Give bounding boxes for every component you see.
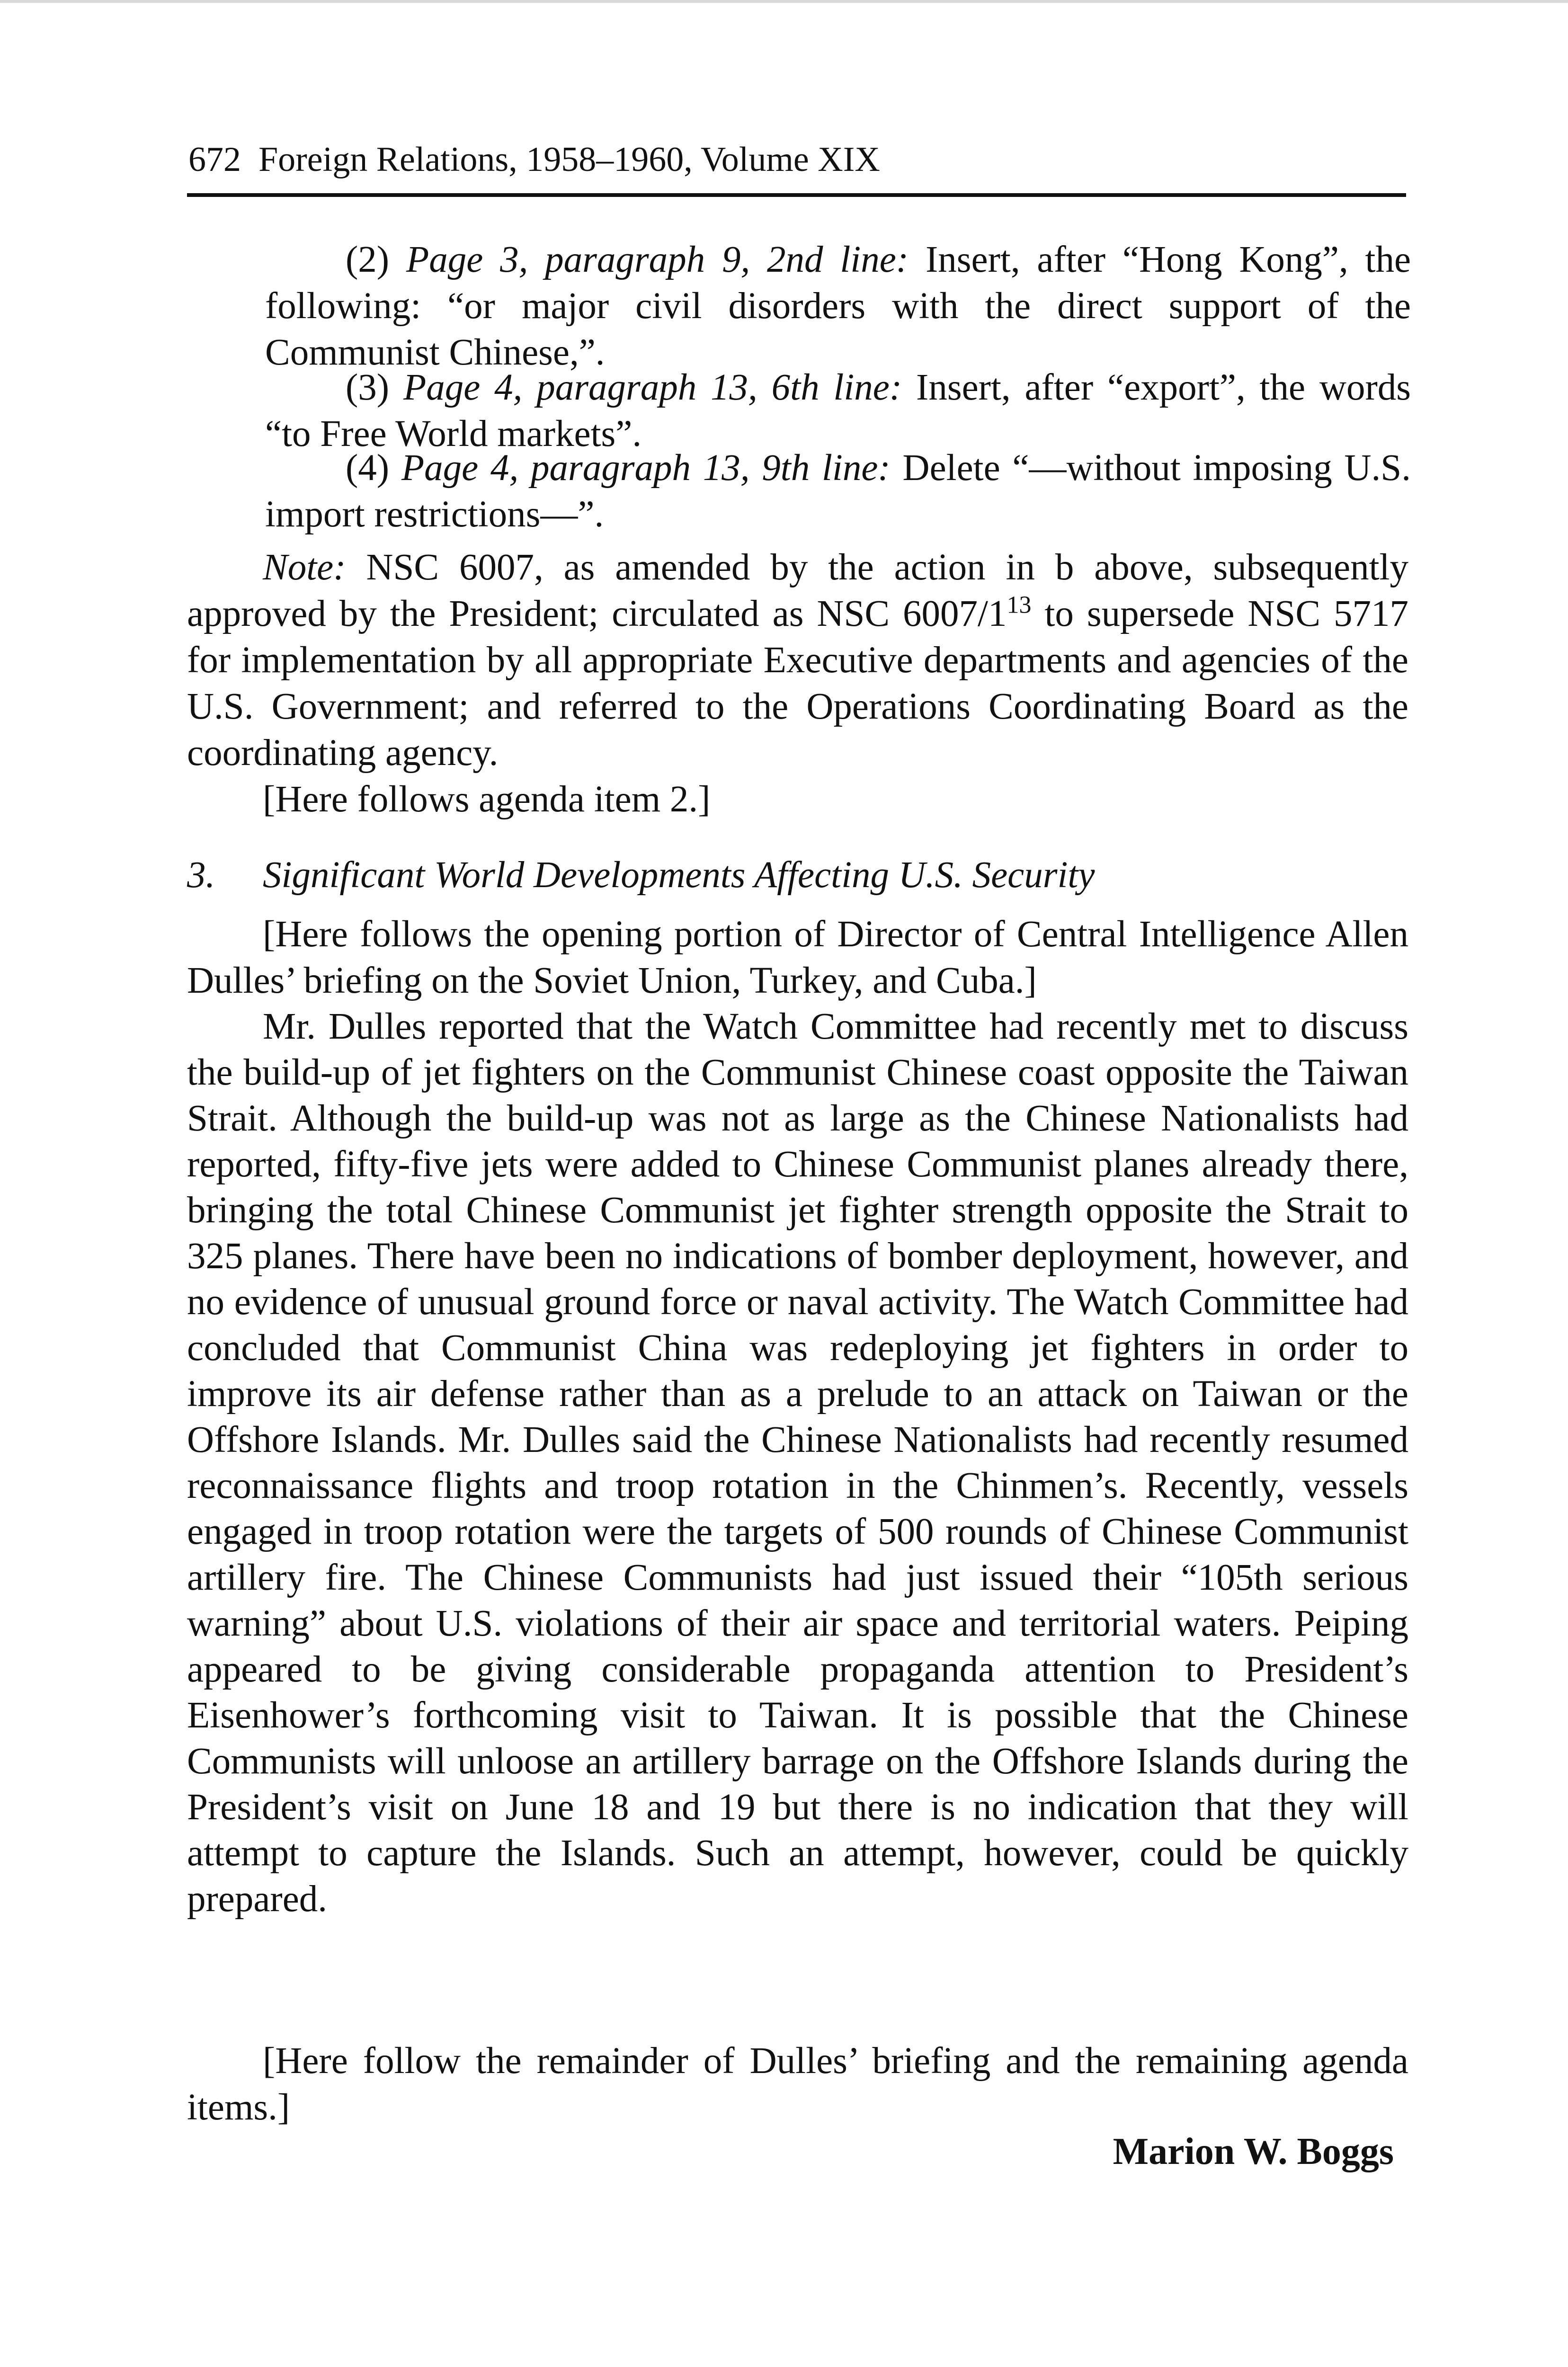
signature: Marion W. Boggs (1113, 2131, 1394, 2172)
section-title: Significant World Developments Affecting U.S. Security (263, 854, 1095, 896)
agenda-item-2-note: [Here follows agenda item 2.] (263, 779, 711, 820)
scan-edge (0, 0, 1568, 3)
section-heading (187, 852, 1408, 899)
footnote-ref: 13 (1007, 591, 1032, 619)
amendment-4: (4) Page 4, paragraph 13, 9th line: Delete “—without imposing U.S. import restrictions—”. (265, 447, 1411, 535)
section-number: 3. (187, 854, 215, 896)
briefing-intro: [Here follows the opening portion of Director of Central Intelligence Allen Dulles’ briefing on the Soviet Union, Turkey, and Cuba.] (187, 914, 1408, 1001)
amendment-ref: Page 4, paragraph 13, 6th line: (403, 367, 902, 408)
note-paragraph: Note: NSC 6007, as amended by the action in b above, subsequently approved by the President; circulated as NSC $6007/1^{13}$ to supersede NSC 5717 for implementation by all appropriate Executive departments and agencies of the U.S. Government; and referred to the Operations Coordinating Board as the coordinating agency. (187, 547, 1408, 774)
running-title: Foreign Relations, 1958–1960, Volume XIX (258, 140, 880, 179)
amendment-ref: Page 3, paragraph 9, 2nd line: (406, 239, 909, 280)
amendment-2: (2) Page 3, paragraph 9, 2nd line: Insert, after “Hong Kong”, the following: “or major civil disorders with the direct support of the Communist Chinese,”. (265, 239, 1411, 373)
amendment-ref: Page 4, paragraph 13, 9th line: (401, 447, 891, 489)
header-rule (187, 193, 1406, 197)
closing-bracket: [Here follow the remainder of Dulles’ briefing and the remaining agenda items.] (187, 2040, 1408, 2128)
note-label: Note: (263, 547, 346, 588)
amendment-3: (3) Page 4, paragraph 13, 6th line: Insert, after “export”, the words “to Free World markets”. (265, 367, 1411, 454)
page-header (188, 142, 1408, 177)
page-number: 672 (188, 140, 241, 179)
dulles-paragraph: Mr. Dulles reported that the Watch Committee had recently met to discuss the build-up of jet fighters on the Communist Chinese coast opposite the Taiwan Strait. Although the build-up was not as large as the Chinese Nationalists had reported, fifty-five jets were added to Chinese Communist planes already there, bringing the total Chinese Communist jet fighter strength opposite the Strait to 325 planes. There have been no indications of bomber deployment, however, and no evidence of unusual ground force or naval activity. The Watch Committee had concluded that Communist China was redeploying jet fighters in order to improve its air defense rather than as a prelude to an attack on Taiwan or the Offshore Islands. Mr. Dulles said the Chinese Nationalists had recently resumed reconnaissance flights and troop rotation in the Chinmen’s. Recently, vessels engaged in troop rotation were the targets of 500 rounds of Chinese Communist artillery fire. The Chinese Communists had just issued their “105th serious warning” about U.S. violations of their air space and territorial waters. Peiping appeared to be giving considerable propaganda attention to President’s Eisenhower’s forthcoming visit to Taiwan. It is possible that the Chinese Communists will unloose an artillery barrage on the Offshore Islands during the President’s visit on June 18 and 19 but there is no indication that they will attempt to capture the Islands. Such an attempt, however, could be quickly prepared. (187, 1006, 1408, 1920)
